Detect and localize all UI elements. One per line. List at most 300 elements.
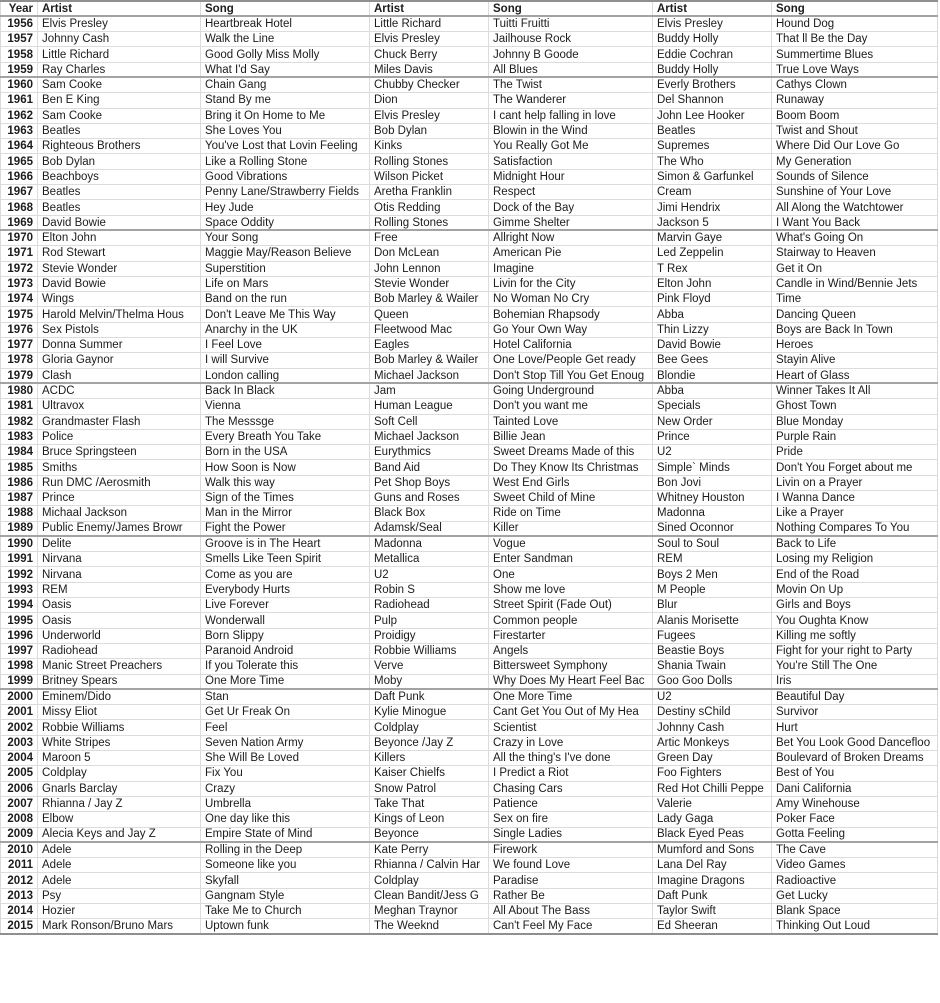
artist-cell[interactable]: Del Shannon [653,93,772,108]
year-cell[interactable]: 1991 [1,552,38,567]
year-cell[interactable]: 2015 [1,919,38,934]
song-cell[interactable]: Every Breath You Take [201,429,370,444]
year-cell[interactable]: 2001 [1,705,38,720]
song-cell[interactable]: All About The Bass [489,904,653,919]
song-cell[interactable]: Boom Boom [772,108,938,123]
artist-cell[interactable]: Nirvana [38,567,201,582]
year-cell[interactable]: 2006 [1,781,38,796]
artist-cell[interactable]: Guns and Roses [370,491,489,506]
artist-cell[interactable]: Rod Stewart [38,246,201,261]
artist-cell[interactable]: David Bowie [38,276,201,291]
column-header-year[interactable]: Year [8,2,33,15]
song-cell[interactable]: Jailhouse Rock [489,32,653,47]
artist-cell[interactable]: Jackson 5 [653,215,772,230]
song-cell[interactable]: Chain Gang [201,77,370,92]
year-cell[interactable]: 2005 [1,766,38,781]
song-cell[interactable]: We found Love [489,858,653,873]
artist-cell[interactable]: John Lee Hooker [653,108,772,123]
song-cell[interactable]: Fix You [201,766,370,781]
song-cell[interactable]: Respect [489,185,653,200]
artist-cell[interactable]: David Bowie [38,215,201,230]
artist-cell[interactable]: Fleetwood Mac [370,322,489,337]
artist-cell[interactable]: Robbie Williams [370,643,489,658]
artist-cell[interactable]: Bob Marley & Wailer [370,353,489,368]
song-cell[interactable]: No Woman No Cry [489,292,653,307]
artist-cell[interactable]: Mark Ronson/Bruno Mars [38,919,201,934]
artist-cell[interactable]: U2 [653,689,772,704]
song-cell[interactable]: Get Lucky [772,888,938,903]
song-cell[interactable]: Single Ladies [489,827,653,842]
song-cell[interactable]: One [489,567,653,582]
song-cell[interactable]: You Oughta Know [772,613,938,628]
year-cell[interactable]: 1956 [1,16,38,31]
year-cell[interactable]: 1975 [1,307,38,322]
artist-cell[interactable]: M People [653,582,772,597]
artist-cell[interactable]: Shania Twain [653,659,772,674]
song-cell[interactable]: Walk this way [201,475,370,490]
song-cell[interactable]: What's Going On [772,230,938,245]
artist-cell[interactable]: Prince [653,429,772,444]
song-cell[interactable]: Skyfall [201,873,370,888]
artist-cell[interactable]: Imagine Dragons [653,873,772,888]
artist-cell[interactable]: Artic Monkeys [653,735,772,750]
song-cell[interactable]: True Love Ways [772,62,938,77]
artist-cell[interactable]: Little Richard [370,16,489,31]
artist-cell[interactable]: Adele [38,873,201,888]
year-cell[interactable]: 1985 [1,460,38,475]
song-cell[interactable]: Stan [201,689,370,704]
artist-cell[interactable]: Pink Floyd [653,292,772,307]
song-cell[interactable]: Someone like you [201,858,370,873]
year-cell[interactable]: 1978 [1,353,38,368]
artist-cell[interactable]: Sined Oconnor [653,521,772,536]
song-cell[interactable]: Heartbreak Hotel [201,16,370,31]
song-cell[interactable]: Groove is in The Heart [201,536,370,551]
artist-cell[interactable]: Taylor Swift [653,904,772,919]
artist-cell[interactable]: Eddie Cochran [653,47,772,62]
artist-cell[interactable]: Valerie [653,796,772,811]
artist-cell[interactable]: Jimi Hendrix [653,200,772,215]
song-cell[interactable]: All the thing's I've done [489,751,653,766]
artist-cell[interactable]: Britney Spears [38,674,201,689]
artist-cell[interactable]: Proidigy [370,628,489,643]
artist-cell[interactable]: Oasis [38,598,201,613]
song-cell[interactable]: Sex on fire [489,812,653,827]
song-cell[interactable]: Don't Stop Till You Get Enoug [489,368,653,383]
artist-cell[interactable]: Beastie Boys [653,643,772,658]
song-cell[interactable]: Good Golly Miss Molly [201,47,370,62]
artist-cell[interactable]: Boys 2 Men [653,567,772,582]
artist-cell[interactable]: Smiths [38,460,201,475]
artist-cell[interactable]: Free [370,230,489,245]
year-cell[interactable]: 1992 [1,567,38,582]
song-cell[interactable]: Seven Nation Army [201,735,370,750]
year-cell[interactable]: 1993 [1,582,38,597]
artist-cell[interactable]: Ultravox [38,399,201,414]
song-cell[interactable]: You Really Got Me [489,139,653,154]
artist-cell[interactable]: Marvin Gaye [653,230,772,245]
artist-cell[interactable]: Human League [370,399,489,414]
song-cell[interactable]: Feel [201,720,370,735]
artist-cell[interactable]: Harold Melvin/Thelma Hous [38,307,201,322]
artist-cell[interactable]: Red Hot Chilli Peppe [653,781,772,796]
year-cell[interactable]: 1964 [1,139,38,154]
artist-cell[interactable]: Bob Dylan [38,154,201,169]
song-cell[interactable]: Dock of the Bay [489,200,653,215]
artist-cell[interactable]: Alecia Keys and Jay Z [38,827,201,842]
year-cell[interactable]: 1982 [1,414,38,429]
artist-cell[interactable]: Pulp [370,613,489,628]
song-cell[interactable]: Imagine [489,261,653,276]
artist-cell[interactable]: Queen [370,307,489,322]
song-cell[interactable]: Born Slippy [201,628,370,643]
song-cell[interactable]: Candle in Wind/Bennie Jets [772,276,938,291]
artist-cell[interactable]: Beatles [653,123,772,138]
song-cell[interactable]: Ride on Time [489,506,653,521]
song-cell[interactable]: The Cave [772,842,938,857]
artist-cell[interactable]: Cream [653,185,772,200]
artist-cell[interactable]: REM [38,582,201,597]
artist-cell[interactable]: Sex Pistols [38,322,201,337]
year-cell[interactable]: 1994 [1,598,38,613]
artist-cell[interactable]: Specials [653,399,772,414]
artist-cell[interactable]: Elvis Presley [370,32,489,47]
song-cell[interactable]: Fight for your right to Party [772,643,938,658]
year-cell[interactable]: 1961 [1,93,38,108]
song-cell[interactable]: Angels [489,643,653,658]
artist-cell[interactable]: Coldplay [370,873,489,888]
song-cell[interactable]: Do They Know Its Christmas [489,460,653,475]
column-header-song-1[interactable]: Song [201,1,370,16]
year-cell[interactable]: 1967 [1,185,38,200]
artist-cell[interactable]: Grandmaster Flash [38,414,201,429]
song-cell[interactable]: Stand By me [201,93,370,108]
artist-cell[interactable]: Little Richard [38,47,201,62]
song-cell[interactable]: She Will Be Loved [201,751,370,766]
artist-cell[interactable]: Psy [38,888,201,903]
artist-cell[interactable]: Blondie [653,368,772,383]
artist-cell[interactable]: Ray Charles [38,62,201,77]
song-cell[interactable]: Get it On [772,261,938,276]
song-cell[interactable]: I Predict a Riot [489,766,653,781]
artist-cell[interactable]: Public Enemy/James Browr [38,521,201,536]
song-cell[interactable]: Your Song [201,230,370,245]
artist-cell[interactable]: Rolling Stones [370,154,489,169]
song-cell[interactable]: Good Vibrations [201,169,370,184]
song-cell[interactable]: That ll Be the Day [772,32,938,47]
artist-cell[interactable]: Madonna [370,536,489,551]
song-cell[interactable]: Scientist [489,720,653,735]
song-cell[interactable]: Poker Face [772,812,938,827]
song-cell[interactable]: Paranoid Android [201,643,370,658]
artist-cell[interactable]: Lana Del Ray [653,858,772,873]
song-cell[interactable]: Sounds of Silence [772,169,938,184]
song-cell[interactable]: Crazy [201,781,370,796]
song-cell[interactable]: Beautiful Day [772,689,938,704]
song-cell[interactable]: Cathys Clown [772,77,938,92]
song-cell[interactable]: Empire State of Mind [201,827,370,842]
artist-cell[interactable]: John Lennon [370,261,489,276]
song-cell[interactable]: Gimme Shelter [489,215,653,230]
year-cell[interactable]: 2003 [1,735,38,750]
song-cell[interactable]: I will Survive [201,353,370,368]
song-cell[interactable]: Firestarter [489,628,653,643]
artist-cell[interactable]: New Order [653,414,772,429]
song-cell[interactable]: Umbrella [201,796,370,811]
artist-cell[interactable]: Johnny Cash [38,32,201,47]
song-cell[interactable]: Come as you are [201,567,370,582]
artist-cell[interactable]: Wilson Picket [370,169,489,184]
song-cell[interactable]: Heroes [772,338,938,353]
artist-cell[interactable]: Robin S [370,582,489,597]
artist-cell[interactable]: Elvis Presley [38,16,201,31]
song-cell[interactable]: Like a Rolling Stone [201,154,370,169]
artist-cell[interactable]: Alanis Morisette [653,613,772,628]
song-cell[interactable]: Maggie May/Reason Believe [201,246,370,261]
artist-cell[interactable]: Radiohead [370,598,489,613]
year-cell[interactable]: 1981 [1,399,38,414]
song-cell[interactable]: Movin On Up [772,582,938,597]
song-cell[interactable]: Space Oddity [201,215,370,230]
artist-cell[interactable]: Metallica [370,552,489,567]
song-cell[interactable]: Anarchy in the UK [201,322,370,337]
song-cell[interactable]: Blank Space [772,904,938,919]
song-cell[interactable]: Hotel California [489,338,653,353]
artist-cell[interactable]: Adamsk/Seal [370,521,489,536]
artist-cell[interactable]: Buddy Holly [653,62,772,77]
song-cell[interactable]: Bohemian Rhapsody [489,307,653,322]
artist-cell[interactable]: Ben E King [38,93,201,108]
artist-cell[interactable]: Donna Summer [38,338,201,353]
year-cell[interactable]: 1959 [1,62,38,77]
song-cell[interactable]: Amy Winehouse [772,796,938,811]
year-cell[interactable]: 2008 [1,812,38,827]
artist-cell[interactable]: Everly Brothers [653,77,772,92]
song-cell[interactable]: Blue Monday [772,414,938,429]
year-cell[interactable]: 2002 [1,720,38,735]
song-cell[interactable]: Why Does My Heart Feel Bac [489,674,653,689]
artist-cell[interactable]: Chubby Checker [370,77,489,92]
artist-cell[interactable]: Johnny Cash [653,720,772,735]
artist-cell[interactable]: Snow Patrol [370,781,489,796]
artist-cell[interactable]: Eagles [370,338,489,353]
song-cell[interactable]: Winner Takes It All [772,383,938,398]
artist-cell[interactable]: Clash [38,368,201,383]
song-cell[interactable]: Killer [489,521,653,536]
artist-cell[interactable]: Coldplay [370,720,489,735]
song-cell[interactable]: Penny Lane/Strawberry Fields [201,185,370,200]
song-cell[interactable]: Livin for the City [489,276,653,291]
song-cell[interactable]: Where Did Our Love Go [772,139,938,154]
song-cell[interactable]: American Pie [489,246,653,261]
artist-cell[interactable]: Beatles [38,185,201,200]
artist-cell[interactable]: Fugees [653,628,772,643]
year-cell[interactable]: 1957 [1,32,38,47]
artist-cell[interactable]: Chuck Berry [370,47,489,62]
song-cell[interactable]: Crazy in Love [489,735,653,750]
artist-cell[interactable]: Miles Davis [370,62,489,77]
year-cell[interactable]: 2004 [1,751,38,766]
artist-cell[interactable]: T Rex [653,261,772,276]
song-cell[interactable]: London calling [201,368,370,383]
song-cell[interactable]: Hurt [772,720,938,735]
column-header-song-3[interactable]: Song [772,1,938,16]
song-cell[interactable]: I cant help falling in love [489,108,653,123]
artist-cell[interactable]: Beatles [38,200,201,215]
year-cell[interactable]: 1996 [1,628,38,643]
artist-cell[interactable]: Destiny sChild [653,705,772,720]
artist-cell[interactable]: Band Aid [370,460,489,475]
song-cell[interactable]: Like a Prayer [772,506,938,521]
song-cell[interactable]: Fight the Power [201,521,370,536]
year-cell[interactable]: 1976 [1,322,38,337]
song-cell[interactable]: Bring it On Home to Me [201,108,370,123]
song-cell[interactable]: Killing me softly [772,628,938,643]
song-cell[interactable]: Sign of the Times [201,491,370,506]
year-cell[interactable]: 1997 [1,643,38,658]
year-cell[interactable]: 1995 [1,613,38,628]
song-cell[interactable]: Purple Rain [772,429,938,444]
artist-cell[interactable]: U2 [653,445,772,460]
artist-cell[interactable]: Pet Shop Boys [370,475,489,490]
artist-cell[interactable]: Don McLean [370,246,489,261]
song-cell[interactable]: Sweet Child of Mine [489,491,653,506]
column-header-artist-3[interactable]: Artist [653,1,772,16]
song-cell[interactable]: I Feel Love [201,338,370,353]
year-cell[interactable]: 1998 [1,659,38,674]
artist-cell[interactable]: Beachboys [38,169,201,184]
song-cell[interactable]: All Blues [489,62,653,77]
song-cell[interactable]: Hey Jude [201,200,370,215]
year-cell[interactable]: 2013 [1,888,38,903]
song-cell[interactable]: Take Me to Church [201,904,370,919]
year-cell[interactable]: 2014 [1,904,38,919]
song-cell[interactable]: Iris [772,674,938,689]
song-cell[interactable]: End of the Road [772,567,938,582]
song-cell[interactable]: Boulevard of Broken Dreams [772,751,938,766]
song-cell[interactable]: She Loves You [201,123,370,138]
artist-cell[interactable]: Kate Perry [370,842,489,857]
artist-cell[interactable]: Beyonce [370,827,489,842]
year-cell[interactable]: 2009 [1,827,38,842]
song-cell[interactable]: Cant Get You Out of My Hea [489,705,653,720]
song-cell[interactable]: Thinking Out Loud [772,919,938,934]
song-cell[interactable]: Uptown funk [201,919,370,934]
song-cell[interactable]: My Generation [772,154,938,169]
year-cell[interactable]: 2000 [1,689,38,704]
artist-cell[interactable]: Jam [370,383,489,398]
song-cell[interactable]: Rolling in the Deep [201,842,370,857]
year-cell[interactable]: 1969 [1,215,38,230]
artist-cell[interactable]: Green Day [653,751,772,766]
artist-cell[interactable]: Elton John [38,230,201,245]
song-cell[interactable]: Gangnam Style [201,888,370,903]
song-cell[interactable]: The Messsge [201,414,370,429]
song-cell[interactable]: Stairway to Heaven [772,246,938,261]
song-cell[interactable]: Back In Black [201,383,370,398]
song-cell[interactable]: Blowin in the Wind [489,123,653,138]
song-cell[interactable]: Smells Like Teen Spirit [201,552,370,567]
year-cell[interactable]: 1974 [1,292,38,307]
song-cell[interactable]: Back to Life [772,536,938,551]
artist-cell[interactable]: David Bowie [653,338,772,353]
artist-cell[interactable]: Daft Punk [653,888,772,903]
song-cell[interactable]: Twist and Shout [772,123,938,138]
column-header-artist-2[interactable]: Artist [370,1,489,16]
song-cell[interactable]: Everybody Hurts [201,582,370,597]
artist-cell[interactable]: Meghan Traynor [370,904,489,919]
year-cell[interactable]: 1986 [1,475,38,490]
artist-cell[interactable]: Maroon 5 [38,751,201,766]
artist-cell[interactable]: Daft Punk [370,689,489,704]
artist-cell[interactable]: Killers [370,751,489,766]
song-cell[interactable]: Vienna [201,399,370,414]
year-cell[interactable]: 1958 [1,47,38,62]
artist-cell[interactable]: Bee Gees [653,353,772,368]
song-cell[interactable]: One day like this [201,812,370,827]
year-cell[interactable]: 1962 [1,108,38,123]
artist-cell[interactable]: Take That [370,796,489,811]
artist-cell[interactable]: Michael Jackson [370,368,489,383]
year-cell[interactable]: 1966 [1,169,38,184]
song-cell[interactable]: Stayin Alive [772,353,938,368]
song-cell[interactable]: Go Your Own Way [489,322,653,337]
song-cell[interactable]: Billie Jean [489,429,653,444]
artist-cell[interactable]: Foo Fighters [653,766,772,781]
artist-cell[interactable]: Adele [38,842,201,857]
song-cell[interactable]: Gotta Feeling [772,827,938,842]
year-cell[interactable]: 1989 [1,521,38,536]
song-cell[interactable]: Don't Leave Me This Way [201,307,370,322]
artist-cell[interactable]: Rhianna / Calvin Har [370,858,489,873]
song-cell[interactable]: Patience [489,796,653,811]
song-cell[interactable]: The Wanderer [489,93,653,108]
song-cell[interactable]: If you Tolerate this [201,659,370,674]
song-cell[interactable]: Heart of Glass [772,368,938,383]
artist-cell[interactable]: Madonna [653,506,772,521]
artist-cell[interactable]: Simon & Garfunkel [653,169,772,184]
artist-cell[interactable]: Aretha Franklin [370,185,489,200]
year-cell[interactable]: 1971 [1,246,38,261]
artist-cell[interactable]: Black Box [370,506,489,521]
song-cell[interactable]: Vogue [489,536,653,551]
song-cell[interactable]: Johnny B Goode [489,47,653,62]
artist-cell[interactable]: Bon Jovi [653,475,772,490]
artist-cell[interactable]: REM [653,552,772,567]
artist-cell[interactable]: Nirvana [38,552,201,567]
artist-cell[interactable]: Soft Cell [370,414,489,429]
song-cell[interactable]: All Along the Watchtower [772,200,938,215]
artist-cell[interactable]: Kylie Minogue [370,705,489,720]
song-cell[interactable]: Dani California [772,781,938,796]
artist-cell[interactable]: Elvis Presley [653,16,772,31]
artist-cell[interactable]: Manic Street Preachers [38,659,201,674]
song-cell[interactable]: Tuitti Fruitti [489,16,653,31]
year-cell[interactable]: 1984 [1,445,38,460]
song-cell[interactable]: Life on Mars [201,276,370,291]
year-cell[interactable]: 2007 [1,796,38,811]
song-cell[interactable]: Can't Feel My Face [489,919,653,934]
artist-cell[interactable]: Whitney Houston [653,491,772,506]
artist-cell[interactable]: Otis Redding [370,200,489,215]
song-cell[interactable]: The Twist [489,77,653,92]
artist-cell[interactable]: White Stripes [38,735,201,750]
artist-cell[interactable]: Sam Cooke [38,77,201,92]
song-cell[interactable]: Firework [489,842,653,857]
song-cell[interactable]: Going Underground [489,383,653,398]
year-cell[interactable]: 1965 [1,154,38,169]
song-cell[interactable]: Nothing Compares To You [772,521,938,536]
